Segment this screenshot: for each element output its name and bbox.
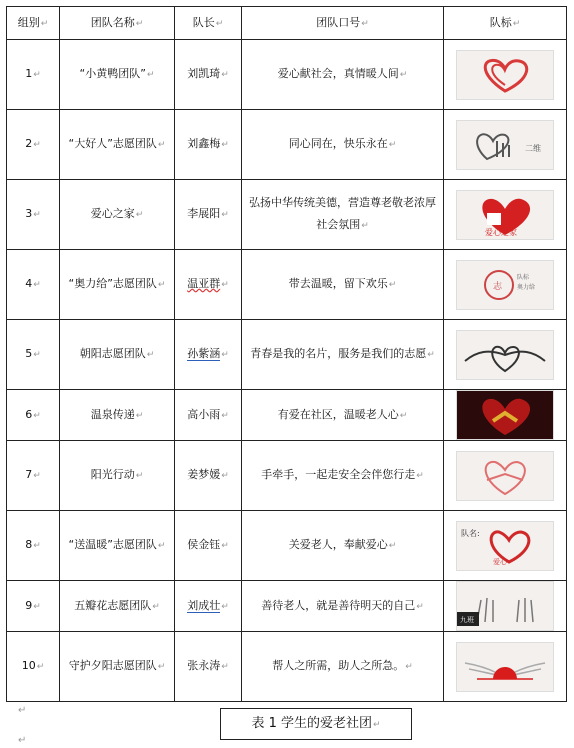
- slogan-cell: 弘扬中华传统美德，营造尊老敬老浓厚社会氛围↵: [242, 180, 444, 250]
- svg-text:二维: 二维: [525, 143, 541, 153]
- team-logo-cell: [444, 390, 567, 441]
- team-logo-cell: [444, 320, 567, 390]
- table-row: [7, 441, 567, 511]
- handshake-heart-icon: [456, 451, 554, 501]
- header-logo: 队标↵: [444, 7, 567, 40]
- header-group-no: 组别↵: [7, 7, 60, 40]
- captain-cell: 孙紫涵↵: [175, 320, 242, 390]
- svg-text:队名:: 队名:: [461, 528, 480, 538]
- table-row: [7, 390, 567, 441]
- table-row: [7, 511, 567, 581]
- slogan-cell: 手牵手，一起走安全会伴您行走↵: [242, 441, 444, 511]
- team-logo-cell: [444, 180, 567, 250]
- heart-handwritten-icon: [456, 521, 554, 571]
- team-logo-cell: [444, 511, 567, 581]
- svg-text:九班: 九班: [460, 616, 474, 624]
- svg-text:爱心: 爱心: [493, 557, 507, 566]
- team-name-cell: 五瓣花志愿团队↵: [60, 581, 175, 632]
- heart-house-icon: [456, 190, 554, 240]
- table-row: [7, 632, 567, 702]
- slogan-cell: 带去温暖，留下欢乐↵: [242, 250, 444, 320]
- team-logo-cell: [444, 441, 567, 511]
- group-number-cell: 10↵: [7, 632, 60, 702]
- svg-text:志: 志: [493, 281, 503, 292]
- table-row: [7, 250, 567, 320]
- table-row: [7, 320, 567, 390]
- hands-heart-outline-icon: [456, 330, 554, 380]
- table-row: [7, 110, 567, 180]
- table-caption: 表 1 学生的爱老社团↵: [220, 708, 412, 740]
- captain-cell: 姜梦媛↵: [175, 441, 242, 511]
- team-name-cell: “送温暖”志愿团队↵: [60, 511, 175, 581]
- table-body: [7, 40, 567, 702]
- winged-sun-icon: [456, 642, 554, 692]
- heart-hands-filled-icon: [456, 390, 554, 440]
- team-name-cell: 爱心之家↵: [60, 180, 175, 250]
- slogan-cell: 帮人之所需，助人之所急。↵: [242, 632, 444, 702]
- captain-cell: 刘凯琦↵: [175, 40, 242, 110]
- slogan-cell: 青春是我的名片，服务是我们的志愿↵: [242, 320, 444, 390]
- team-name-cell: 朝阳志愿团队↵: [60, 320, 175, 390]
- team-name-cell: “大好人”志愿团队↵: [60, 110, 175, 180]
- header-slogan: 团队口号↵: [242, 7, 444, 40]
- group-number-cell: 5↵: [7, 320, 60, 390]
- team-logo-cell: [444, 632, 567, 702]
- captain-cell: 刘鑫梅↵: [175, 110, 242, 180]
- team-name-cell: “小黄鸭团队”↵: [60, 40, 175, 110]
- team-name-cell: 温泉传递↵: [60, 390, 175, 441]
- slogan-cell: 善待老人，就是善待明天的自己↵: [242, 581, 444, 632]
- team-name-cell: 守护夕阳志愿团队↵: [60, 632, 175, 702]
- captain-cell: 高小雨↵: [175, 390, 242, 441]
- team-logo-cell: [444, 110, 567, 180]
- captain-cell: 张永涛↵: [175, 632, 242, 702]
- group-number-cell: 8↵: [7, 511, 60, 581]
- raised-hands-icon: [456, 581, 554, 631]
- group-number-cell: 2↵: [7, 110, 60, 180]
- group-number-cell: 9↵: [7, 581, 60, 632]
- group-number-cell: 6↵: [7, 390, 60, 441]
- captain-cell: 刘成壮↵: [175, 581, 242, 632]
- team-name-cell: 阳光行动↵: [60, 441, 175, 511]
- paragraph-mark: ↵: [18, 735, 27, 746]
- team-logo-cell: [444, 40, 567, 110]
- slogan-cell: 爱心献社会，真情暖人间↵: [242, 40, 444, 110]
- captain-cell: 侯金钰↵: [175, 511, 242, 581]
- heart-line-icon: [456, 50, 554, 100]
- team-name-cell: “奥力给”志愿团队↵: [60, 250, 175, 320]
- table-row: [7, 40, 567, 110]
- svg-text:爱心之家: 爱心之家: [485, 227, 517, 237]
- student-clubs-table: [6, 6, 567, 702]
- captain-cell: 李展阳↵: [175, 180, 242, 250]
- svg-text:奥力给: 奥力给: [517, 283, 536, 291]
- stamp-icon: [456, 260, 554, 310]
- table-header-row: [7, 7, 567, 40]
- group-number-cell: 3↵: [7, 180, 60, 250]
- group-number-cell: 4↵: [7, 250, 60, 320]
- group-number-cell: 7↵: [7, 441, 60, 511]
- slogan-cell: 关爱老人，奉献爱心↵: [242, 511, 444, 581]
- hand-heart-icon: [456, 120, 554, 170]
- table-row: [7, 581, 567, 632]
- captain-cell: 温亚群↵: [175, 250, 242, 320]
- header-team-name: 团队名称↵: [60, 7, 175, 40]
- header-captain: 队长↵: [175, 7, 242, 40]
- slogan-cell: 同心同在，快乐永在↵: [242, 110, 444, 180]
- table-row: [7, 180, 567, 250]
- paragraph-mark: ↵: [18, 705, 27, 716]
- group-number-cell: 1↵: [7, 40, 60, 110]
- slogan-cell: 有爱在社区，温暖老人心↵: [242, 390, 444, 441]
- team-logo-cell: [444, 581, 567, 632]
- svg-text:队标: 队标: [517, 273, 530, 281]
- team-logo-cell: [444, 250, 567, 320]
